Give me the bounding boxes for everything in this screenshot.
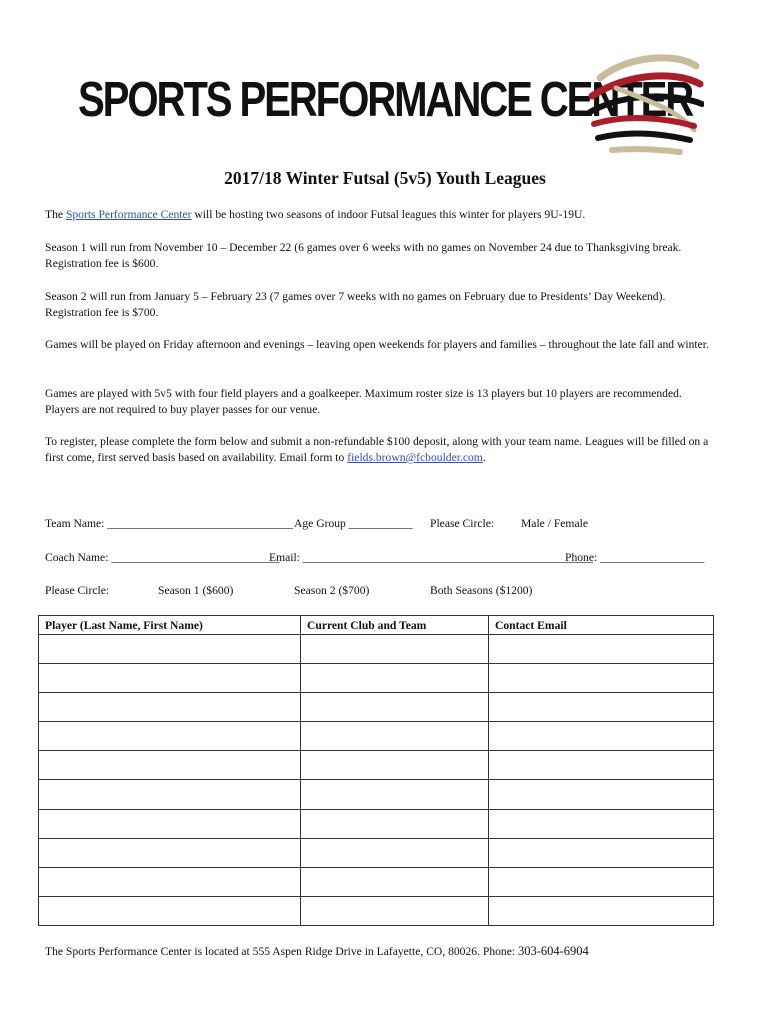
intro-text-after: will be hosting two seasons of indoor Futsal leagues this winter for players 9U-19U. <box>191 208 586 221</box>
table-row <box>39 693 714 722</box>
table-row <box>39 809 714 838</box>
email-cell[interactable] <box>489 635 714 664</box>
phone-field[interactable]: Phone: __________________ <box>565 551 705 564</box>
club-cell[interactable] <box>301 751 489 780</box>
player-cell[interactable] <box>39 838 301 867</box>
roster-paragraph: Games are played with 5v5 with four field players and a goalkeeper. Maximum roster size is 13 players but 10 players are recommended. Players are not required to buy player passes for our venue. <box>45 387 682 416</box>
coach-info-row <box>45 550 715 566</box>
footer-address: The Sports Performance Center is located at 555 Aspen Ridge Drive in Lafayette, CO, 80026. Phone: <box>45 945 518 958</box>
club-cell[interactable] <box>301 635 489 664</box>
club-cell[interactable] <box>301 722 489 751</box>
sports-performance-center-link[interactable]: Sports Performance Center <box>65 208 192 221</box>
gender-choice[interactable]: Male / Female <box>521 517 588 530</box>
schedule-paragraph: Games will be played on Friday afternoon and evenings – leaving open weekends for players and families – throughout the late fall and winter. <box>45 338 709 351</box>
please-circle-label: Please Circle: <box>430 517 495 530</box>
intro-text-before: The <box>45 208 66 221</box>
table-row <box>39 867 714 896</box>
player-cell[interactable] <box>39 867 301 896</box>
table-row <box>39 838 714 867</box>
team-info-row <box>45 516 715 532</box>
page-header <box>0 0 770 160</box>
season1-paragraph: Season 1 will run from November 10 – December 22 (6 games over 6 weeks with no games on November 24 due to Thanksgiving break. Registration fee is $600. <box>45 241 682 270</box>
table-header-row <box>39 616 714 635</box>
email-cell[interactable] <box>489 867 714 896</box>
email-field[interactable]: Email: __________________________________________________ <box>269 551 593 564</box>
club-cell[interactable] <box>301 693 489 722</box>
email-cell[interactable] <box>489 664 714 693</box>
player-cell[interactable] <box>39 751 301 780</box>
email-cell[interactable] <box>489 809 714 838</box>
header-club: Current Club and Team <box>301 616 489 635</box>
intro-paragraph <box>45 207 715 223</box>
player-cell[interactable] <box>39 635 301 664</box>
table-row <box>39 751 714 780</box>
brand-title: SPORTS PERFORMANCE CENTER <box>78 73 693 127</box>
club-cell[interactable] <box>301 838 489 867</box>
header-email: Contact Email <box>489 616 714 635</box>
register-end: . <box>482 451 486 464</box>
footer <box>45 944 735 959</box>
register-paragraph <box>45 434 715 466</box>
table-row <box>39 780 714 809</box>
club-cell[interactable] <box>301 896 489 925</box>
player-cell[interactable] <box>39 896 301 925</box>
player-cell[interactable] <box>39 780 301 809</box>
season2-paragraph: Season 2 will run from January 5 – February 23 (7 games over 7 weeks with no games on February due to Presidents’ Day Weekend). Registration fee is $700. <box>45 290 666 319</box>
register-text: To register, please complete the form below and submit a non-refundable $100 deposit, along with your team name. Leagues will be filled on a first come, first served basis based on availability. Email form to <box>45 435 709 464</box>
coach-name-field[interactable]: Coach Name: _____________________________ <box>45 551 280 564</box>
document-title: 2017/18 Winter Futsal (5v5) Youth Leagues <box>224 168 546 188</box>
email-cell[interactable] <box>489 838 714 867</box>
club-cell[interactable] <box>301 867 489 896</box>
team-name-field[interactable]: Team Name: ________________________________ <box>45 517 293 530</box>
striped-ball-logo-icon <box>586 48 704 160</box>
player-cell[interactable] <box>39 722 301 751</box>
club-cell[interactable] <box>301 780 489 809</box>
footer-phone: 303-604-6904 <box>517 944 589 958</box>
club-cell[interactable] <box>301 809 489 838</box>
email-cell[interactable] <box>489 780 714 809</box>
email-cell[interactable] <box>489 693 714 722</box>
email-cell[interactable] <box>489 896 714 925</box>
season2-option[interactable]: Season 2 ($700) <box>294 584 370 597</box>
table-row <box>39 664 714 693</box>
table-row <box>39 896 714 925</box>
player-roster-table <box>38 615 714 926</box>
table-body <box>39 635 714 926</box>
email-cell[interactable] <box>489 751 714 780</box>
email-link[interactable]: fields.brown@fcboulder.com <box>347 451 483 464</box>
season-choice-row <box>45 583 715 599</box>
club-cell[interactable] <box>301 664 489 693</box>
age-group-field[interactable]: Age Group ___________ <box>294 517 413 530</box>
table-row <box>39 635 714 664</box>
email-cell[interactable] <box>489 722 714 751</box>
table-row <box>39 722 714 751</box>
player-cell[interactable] <box>39 664 301 693</box>
player-cell[interactable] <box>39 693 301 722</box>
please-circle-label: Please Circle: <box>45 584 110 597</box>
header-player: Player (Last Name, First Name) <box>39 616 301 635</box>
season1-option[interactable]: Season 1 ($600) <box>158 584 234 597</box>
both-seasons-option[interactable]: Both Seasons ($1200) <box>430 584 533 597</box>
player-cell[interactable] <box>39 809 301 838</box>
